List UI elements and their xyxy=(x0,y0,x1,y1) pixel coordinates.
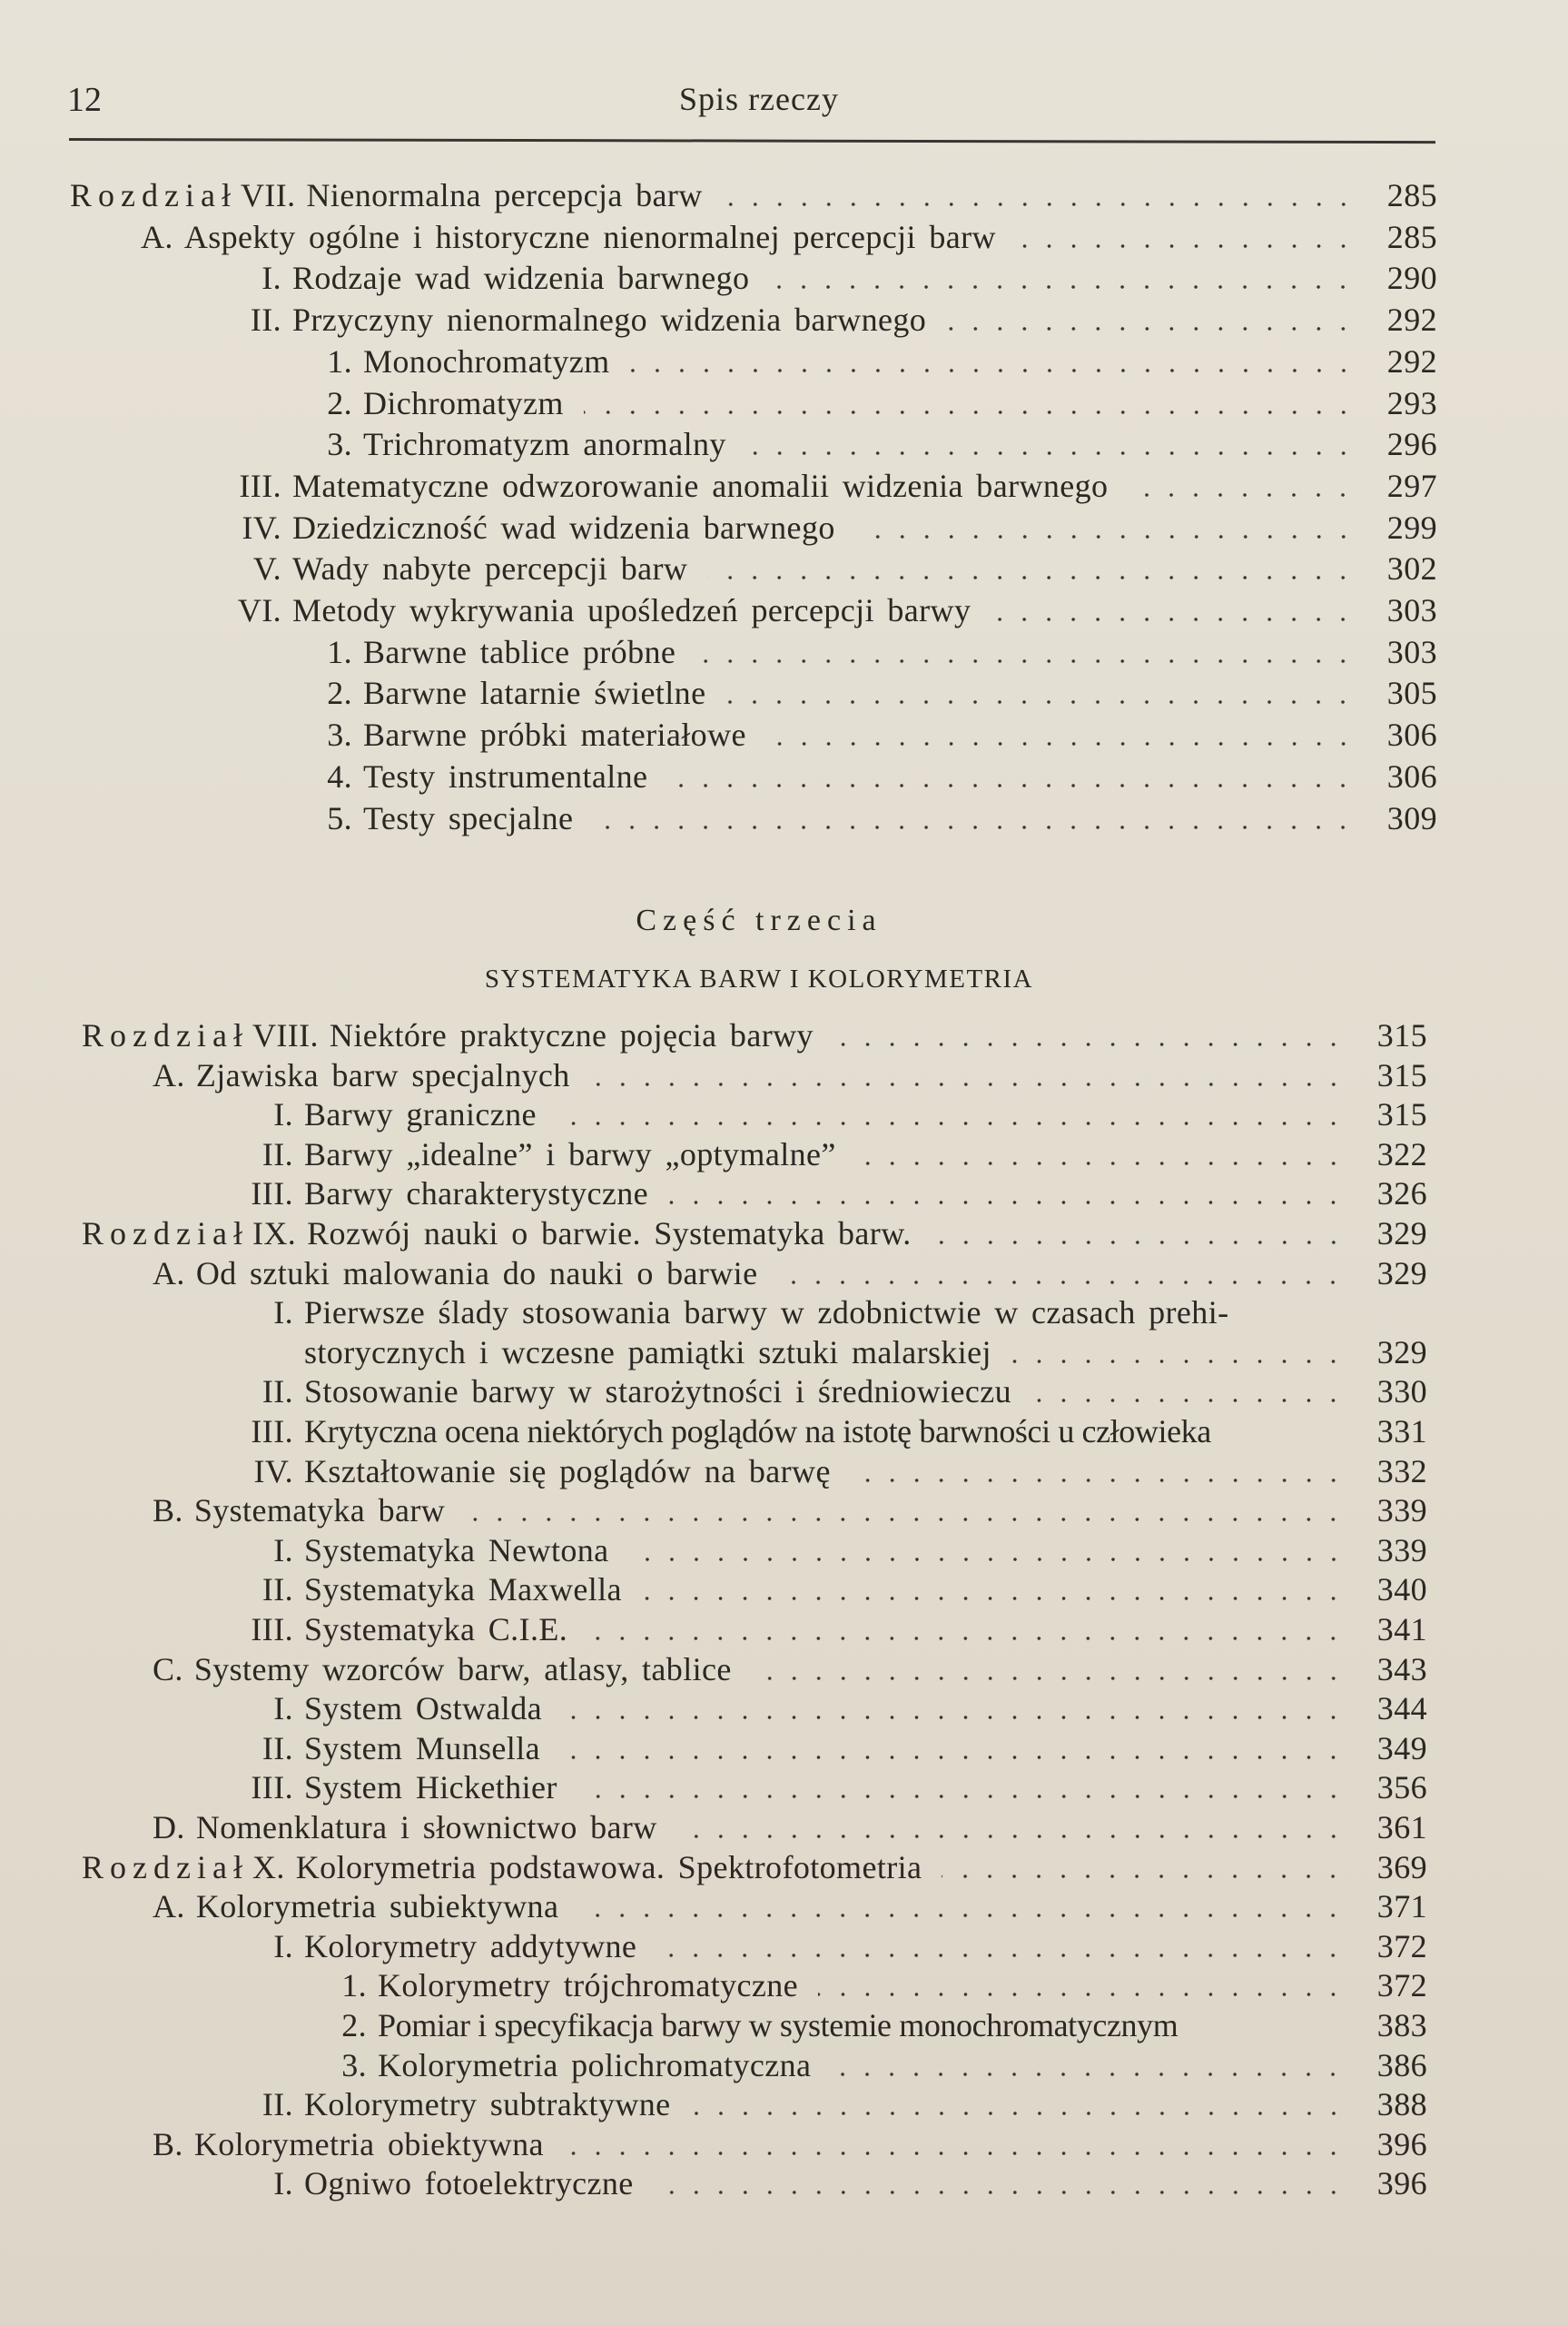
entry-number: I. xyxy=(273,2165,293,2202)
dot-leader xyxy=(831,2072,1346,2077)
entry-title: Kolorymetria podstawowa. Spektrofotometria xyxy=(295,1848,922,1885)
page-reference: 292 xyxy=(1386,342,1437,380)
toc-entry xyxy=(291,425,1437,465)
entry-number: 5. xyxy=(327,799,352,836)
entry-title: Barwy „idealne” i barwy „optymalne” xyxy=(304,1135,836,1172)
entry-title: Niektóre praktyczne pojęcia barwy xyxy=(329,1017,814,1054)
page-reference: 303 xyxy=(1386,592,1437,628)
page-reference: 344 xyxy=(1376,1690,1427,1727)
entry-title: Rodzaje wad widzenia barwnego xyxy=(292,260,750,297)
entry-title: Kolorymetria subiektywna xyxy=(195,1888,559,1925)
toc-entry xyxy=(232,1610,1427,1650)
entry-title: Systematyka C.I.E. xyxy=(304,1611,568,1647)
entry-title: Systematyka Newtona xyxy=(304,1531,609,1568)
entry-number: 1. xyxy=(327,342,352,380)
page-reference: 306 xyxy=(1386,717,1437,754)
entry-title: System Ostwalda xyxy=(304,1690,542,1727)
entry-title: Kolorymetry addytywne xyxy=(304,1927,637,1964)
entry-title: Trichromatyzm anormalny xyxy=(363,426,726,463)
dot-leader xyxy=(1016,243,1356,249)
toc-entry xyxy=(232,1412,1427,1452)
toc-entry xyxy=(291,384,1437,424)
dot-leader xyxy=(465,1517,1346,1522)
toc-entry xyxy=(232,1531,1427,1571)
entry-number: I. xyxy=(273,1294,293,1331)
toc-entry xyxy=(291,633,1437,673)
dot-leader xyxy=(642,1596,1346,1601)
entry-number: C. xyxy=(153,1650,183,1687)
toc-entry xyxy=(232,1293,1427,1333)
page-reference: 299 xyxy=(1386,509,1437,546)
part-subtitle: SYSTEMATYKA BARW I KOLORYMETRIA xyxy=(484,965,1034,994)
entry-number: 3. xyxy=(327,426,352,463)
page-reference: 388 xyxy=(1376,2086,1427,2123)
page-reference: 341 xyxy=(1376,1611,1427,1647)
entry-number: I. xyxy=(273,1927,293,1964)
toc-entry xyxy=(70,176,1437,216)
entry-number: 1. xyxy=(341,1967,367,2004)
toc-entry xyxy=(82,1016,1427,1056)
toc-entry xyxy=(232,1452,1427,1492)
dot-leader xyxy=(856,1161,1346,1166)
dot-leader xyxy=(691,2111,1346,2116)
entry-number: I. xyxy=(273,1531,293,1568)
toc-entry xyxy=(220,467,1437,507)
dot-leader xyxy=(629,1557,1346,1562)
entry-title: Rozwój nauki o barwie. Systematyka barw. xyxy=(307,1215,912,1252)
chapter-number: VIII. xyxy=(251,1017,319,1054)
toc-entry xyxy=(153,1056,1427,1096)
entry-number: I. xyxy=(261,260,281,297)
chapter-prefix: Rozdział xyxy=(82,1017,249,1054)
entry-number: III. xyxy=(251,1175,293,1212)
dot-leader xyxy=(695,658,1356,664)
page-reference: 332 xyxy=(1376,1452,1427,1489)
entry-number: IV. xyxy=(253,1452,293,1489)
page-reference: 340 xyxy=(1376,1571,1427,1608)
dot-leader xyxy=(578,1913,1346,1918)
page-reference: 292 xyxy=(1386,302,1437,339)
page-reference: 322 xyxy=(1376,1135,1427,1172)
page-reference: 372 xyxy=(1376,1927,1427,1964)
dot-leader xyxy=(932,1240,1346,1245)
entry-number: III. xyxy=(251,1611,293,1647)
entry-number: I. xyxy=(273,1096,293,1133)
dot-leader xyxy=(584,410,1356,415)
entry-title: Nienormalna percepcja barw xyxy=(306,177,703,213)
dot-leader xyxy=(723,202,1356,207)
entry-title: storycznych i wczesne pamiątki sztuki malarskiej xyxy=(304,1333,991,1370)
entry-number: D. xyxy=(153,1809,185,1845)
dot-leader xyxy=(560,1755,1346,1760)
entry-title: Kształtowanie się poglądów na barwę xyxy=(304,1452,831,1489)
page-reference: 326 xyxy=(1376,1175,1427,1212)
dot-leader xyxy=(725,699,1356,705)
entry-number: B. xyxy=(153,2125,183,2162)
page-reference: 386 xyxy=(1376,2046,1427,2083)
page-reference: 396 xyxy=(1376,2165,1427,2202)
entry-number: III. xyxy=(251,1769,293,1806)
entry-title: Stosowanie barwy w starożytności i średniowieczu xyxy=(304,1373,1012,1410)
page-reference: 339 xyxy=(1376,1492,1427,1529)
page-reference: 339 xyxy=(1376,1531,1427,1568)
entry-title: Barwy charakterystyczne xyxy=(304,1175,649,1212)
entry-number: 2. xyxy=(327,675,352,712)
toc-entry xyxy=(291,799,1437,839)
part-title: Część trzecia xyxy=(636,904,883,937)
page-reference: 303 xyxy=(1386,633,1437,670)
entry-title: Krytyczna ocena niektórych poglądów na istotę barwności u człowieka xyxy=(304,1413,1211,1449)
page-reference: 306 xyxy=(1386,757,1437,795)
dot-leader xyxy=(752,1676,1346,1681)
toc-entry xyxy=(232,2164,1427,2204)
toc-entry xyxy=(305,2046,1427,2086)
entry-number: II. xyxy=(261,1135,293,1172)
entry-number: 4. xyxy=(327,757,352,795)
toc-entry xyxy=(232,1372,1427,1412)
page-reference: 315 xyxy=(1376,1056,1427,1093)
dot-leader xyxy=(587,1636,1346,1641)
page-reference: 331 xyxy=(1376,1413,1427,1449)
entry-number: II. xyxy=(261,1571,293,1608)
entry-number: 1. xyxy=(327,633,352,670)
page-reference: 329 xyxy=(1376,1215,1427,1252)
toc-entry xyxy=(153,1650,1427,1690)
dot-leader xyxy=(656,1953,1346,1958)
entry-title: Barwne tablice próbne xyxy=(363,633,676,670)
toc-entry xyxy=(232,1095,1427,1135)
entry-number: III. xyxy=(251,1413,293,1449)
toc-entry xyxy=(220,549,1437,589)
page-reference: 372 xyxy=(1376,1967,1427,2004)
page-reference: 297 xyxy=(1386,467,1437,504)
chapter-number: X. xyxy=(251,1848,285,1885)
page-reference: 296 xyxy=(1386,426,1437,463)
entry-number: A. xyxy=(153,1254,185,1291)
page-reference: 305 xyxy=(1386,675,1437,712)
dot-leader xyxy=(769,284,1356,290)
entry-number: VI. xyxy=(237,592,281,628)
entry-title: Metody wykrywania upośledzeń percepcji barwy xyxy=(292,592,971,628)
entry-title: Systematyka Maxwella xyxy=(304,1571,622,1608)
entry-number: 3. xyxy=(327,717,352,754)
entry-title: Barwne latarnie świetlne xyxy=(363,675,706,712)
toc-entry xyxy=(220,259,1437,299)
dot-leader xyxy=(654,2190,1346,2195)
dot-leader xyxy=(630,368,1356,373)
entry-title: Barwne próbki materiałowe xyxy=(363,717,746,754)
entry-number: II. xyxy=(261,2086,293,2123)
entry-title: System Munsella xyxy=(304,1729,540,1766)
dot-leader xyxy=(707,575,1356,580)
toc-entry xyxy=(220,591,1437,631)
entry-title: Pierwsze ślady stosowania barwy w zdobnictwie w czasach prehi- xyxy=(304,1294,1229,1331)
dot-leader xyxy=(593,825,1356,830)
running-header: Spis rzeczy xyxy=(679,81,839,117)
entry-number: 3. xyxy=(341,2046,367,2083)
toc-entry xyxy=(141,218,1437,258)
entry-title: Od sztuki malowania do nauki o barwie xyxy=(195,1254,758,1291)
dot-leader xyxy=(1031,1398,1346,1403)
dot-leader xyxy=(851,1478,1346,1483)
entry-number: II. xyxy=(250,302,281,339)
entry-title: Systemy wzorców barw, atlasy, tablice xyxy=(193,1650,732,1687)
page-reference: 293 xyxy=(1386,384,1437,421)
entry-title: Nomenklatura i słownictwo barw xyxy=(195,1809,657,1845)
toc-entry xyxy=(291,757,1437,797)
entry-title: Matematyczne odwzorowanie anomalii widzenia barwnego xyxy=(292,467,1109,504)
dot-leader xyxy=(562,1715,1346,1720)
page-reference: 285 xyxy=(1386,177,1437,213)
entry-title: Monochromatyzm xyxy=(363,342,610,380)
page-reference: 315 xyxy=(1376,1096,1427,1133)
entry-number: A. xyxy=(153,1888,185,1925)
entry-number: III. xyxy=(239,467,281,504)
entry-title: Przyczyny nienormalnego widzenia barwnego xyxy=(292,302,927,339)
toc-entry xyxy=(232,1729,1427,1769)
entry-number: I. xyxy=(273,1690,293,1727)
toc-entry xyxy=(220,301,1437,341)
dot-leader xyxy=(946,326,1356,331)
page-reference: 349 xyxy=(1376,1729,1427,1766)
entry-number: II. xyxy=(261,1729,293,1766)
toc-entry xyxy=(305,2006,1427,2046)
entry-number: V. xyxy=(252,550,281,588)
toc-entry xyxy=(220,509,1437,549)
chapter-prefix: Rozdział xyxy=(82,1215,249,1252)
page-reference: 343 xyxy=(1376,1650,1427,1687)
entry-title: Ogniwo fotoelektryczne xyxy=(304,2165,634,2202)
dot-leader xyxy=(942,1874,1346,1879)
entry-title: Dziedziczność wad widzenia barwnego xyxy=(292,509,835,546)
dot-leader xyxy=(818,1992,1346,1997)
dot-leader xyxy=(833,1042,1346,1047)
page-number: 12 xyxy=(67,81,102,119)
entry-number: A. xyxy=(153,1056,185,1093)
entry-title: Wady nabyte percepcji barw xyxy=(292,550,688,588)
toc-entry xyxy=(153,1808,1427,1848)
chapter-number: VII. xyxy=(240,177,296,213)
toc-entry xyxy=(232,2085,1427,2125)
toc-entry xyxy=(232,1689,1427,1729)
page-reference: 356 xyxy=(1376,1769,1427,1806)
dot-leader xyxy=(777,1280,1346,1285)
dot-leader xyxy=(1128,492,1356,498)
dot-leader xyxy=(557,1121,1346,1126)
page-reference: 309 xyxy=(1386,799,1437,836)
chapter-prefix: Rozdział xyxy=(70,177,237,213)
entry-title: Testy specjalne xyxy=(363,799,574,836)
dot-leader xyxy=(590,1082,1346,1087)
entry-title: Barwy graniczne xyxy=(304,1096,537,1133)
toc-entry xyxy=(232,1333,1427,1373)
page-reference: 285 xyxy=(1386,218,1437,255)
page-reference: 290 xyxy=(1386,260,1437,297)
chapter-prefix: Rozdział xyxy=(82,1848,249,1885)
entry-title: Kolorymetry subtraktywne xyxy=(304,2086,671,2123)
page-reference: 329 xyxy=(1376,1333,1427,1370)
entry-number: A. xyxy=(141,218,173,255)
toc-entry xyxy=(232,1927,1427,1967)
page-reference: 369 xyxy=(1376,1848,1427,1885)
toc-entry xyxy=(232,1135,1427,1175)
entry-title: Kolorymetria obiektywna xyxy=(193,2125,544,2162)
toc-entry xyxy=(153,1887,1427,1927)
entry-title: Zjawiska barw specjalnych xyxy=(195,1056,570,1093)
entry-number: 2. xyxy=(327,384,352,421)
page-reference: 330 xyxy=(1376,1373,1427,1410)
toc-entry xyxy=(291,716,1437,756)
page-reference: 396 xyxy=(1376,2125,1427,2162)
chapter-number: IX. xyxy=(251,1215,297,1252)
dot-leader xyxy=(855,534,1356,539)
toc-entry xyxy=(291,674,1437,714)
page-reference: 361 xyxy=(1376,1809,1427,1845)
entry-title: Kolorymetry trójchromatyczne xyxy=(378,1967,799,2004)
entry-title: Aspekty ogólne i historyczne nienormalnej percepcji barw xyxy=(183,218,996,255)
entry-title: Pomiar i specyfikacja barwy w systemie monochromatycznym xyxy=(378,2007,1178,2043)
page-reference: 329 xyxy=(1376,1254,1427,1291)
dot-leader xyxy=(577,1794,1346,1799)
page-reference: 383 xyxy=(1376,2007,1427,2043)
entry-title: System Hickethier xyxy=(304,1769,557,1806)
dot-leader xyxy=(991,617,1356,622)
page-reference: 371 xyxy=(1376,1888,1427,1925)
entry-number: 2. xyxy=(341,2007,367,2043)
toc-entry xyxy=(232,1570,1427,1610)
dot-leader xyxy=(667,783,1356,788)
dot-leader xyxy=(564,2151,1346,2156)
toc-entry xyxy=(153,1491,1427,1531)
toc-entry xyxy=(82,1214,1427,1254)
entry-number: II. xyxy=(261,1373,293,1410)
dot-leader xyxy=(668,1200,1346,1205)
entry-number: B. xyxy=(153,1492,183,1529)
toc-entry xyxy=(291,342,1437,382)
dot-leader xyxy=(677,1834,1346,1839)
entry-title: Testy instrumentalne xyxy=(363,757,648,795)
dot-leader xyxy=(746,450,1356,456)
toc-entry xyxy=(153,1254,1427,1294)
entry-title: Dichromatyzm xyxy=(363,384,564,421)
toc-entry xyxy=(232,1768,1427,1808)
toc-entry xyxy=(153,2125,1427,2165)
toc-entry xyxy=(232,1174,1427,1214)
toc-entry xyxy=(82,1848,1427,1888)
dot-leader xyxy=(1011,1359,1346,1364)
page-reference: 315 xyxy=(1376,1017,1427,1054)
page-reference: 302 xyxy=(1386,550,1437,588)
entry-number: IV. xyxy=(242,509,281,546)
toc-entry xyxy=(305,1966,1427,2006)
entry-title: Kolorymetria polichromatyczna xyxy=(378,2046,812,2083)
dot-leader xyxy=(766,741,1356,747)
entry-title: Systematyka barw xyxy=(193,1492,446,1529)
